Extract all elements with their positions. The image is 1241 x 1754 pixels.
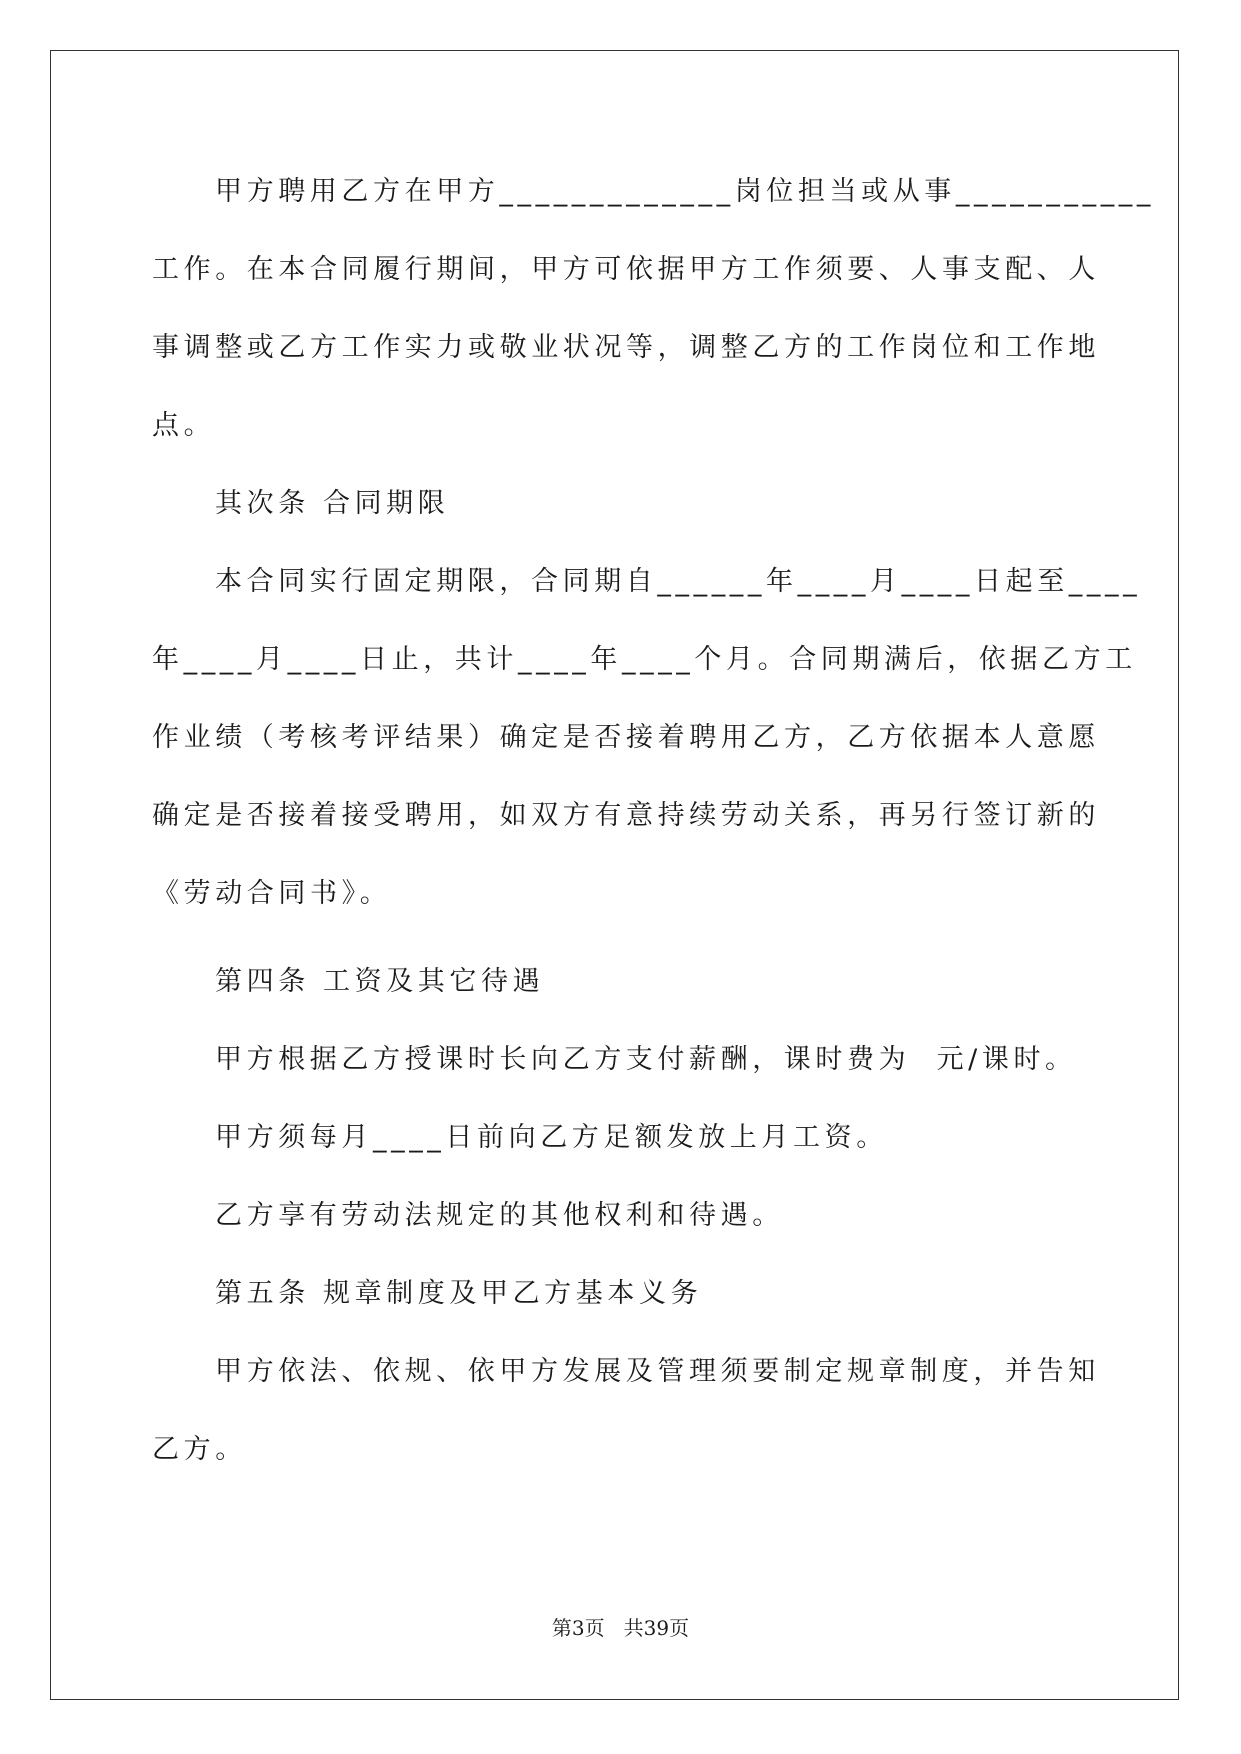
section-heading: 第四条 工资及其它待遇 xyxy=(215,966,545,997)
paragraph-line: 《劳动合同书》。 xyxy=(152,878,392,909)
paragraph-line: 工作。在本合同履行期间，甲方可依据甲方工作须要、人事支配、人 xyxy=(152,254,1100,285)
page-number-footer: 第3页 共39页 xyxy=(551,1616,690,1640)
paragraph-line: 作业绩（考核考评结果）确定是否接着聘用乙方，乙方依据本人意愿 xyxy=(152,722,1100,753)
paragraph-line: 甲方聘用乙方在甲方_____________岗位担当或从事___________ xyxy=(215,176,1155,207)
section-heading: 其次条 合同期限 xyxy=(215,488,450,519)
paragraph-line: 本合同实行固定期限，合同期自______年____月____日起至____ xyxy=(215,566,1142,597)
paragraph-line: 甲方根据乙方授课时长向乙方支付薪酬，课时费为 元/课时。 xyxy=(215,1044,1077,1075)
paragraph-line: 年____月____日止，共计____年____个月。合同期满后，依据乙方工 xyxy=(152,644,1137,675)
paragraph-line: 甲方须每月____日前向乙方足额发放上月工资。 xyxy=(215,1122,888,1153)
paragraph-line: 甲方依法、依规、依甲方发展及管理须要制定规章制度，并告知 xyxy=(215,1356,1100,1387)
section-heading: 第五条 规章制度及甲乙方基本义务 xyxy=(215,1278,703,1309)
paragraph-line: 点。 xyxy=(152,410,216,441)
paragraph-line: 事调整或乙方工作实力或敬业状况等，调整乙方的工作岗位和工作地 xyxy=(152,332,1100,363)
paragraph-line: 确定是否接着接受聘用，如双方有意持续劳动关系，再另行签订新的 xyxy=(152,800,1100,831)
paragraph-line: 乙方。 xyxy=(152,1434,247,1465)
paragraph-line: 乙方享有劳动法规定的其他权利和待遇。 xyxy=(215,1200,784,1231)
